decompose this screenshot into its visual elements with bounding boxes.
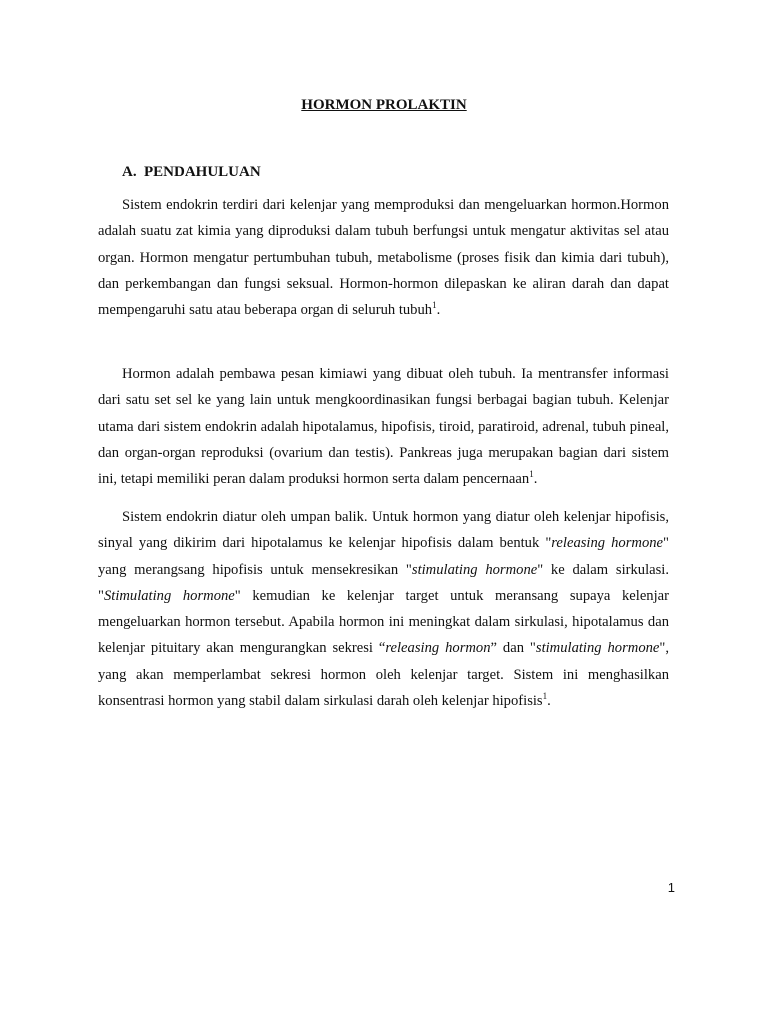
- italic-term: releasing hormon: [385, 640, 491, 657]
- paragraph-3-end: .: [547, 693, 551, 710]
- section-title: PENDAHULUAN: [144, 164, 261, 180]
- footnote-ref: 1: [542, 691, 548, 702]
- section-heading: [122, 164, 261, 181]
- paragraph-3-text: " kemudian ke kelenjar target untuk meransang supaya kelenjar mengeluarkan hormon tersebut. Apabila hormon ini meningkat dalam sirkulasi, hipotalamus dan kelenjar pituitary akan mengurangkan sekresi “: [98, 587, 669, 657]
- paragraph-1-text: Sistem endokrin terdiri dari kelenjar yang memproduksi dan mengeluarkan hormon.Hormon adalah suatu zat kimia yang diproduksi dalam tubuh berfungsi untuk mengatur aktivitas sel atau organ. Hormon mengatur pertumbuhan tubuh, metabolisme (proses fisik dan kimia dari tubuh), dan perkembangan dan fungsi seksual. Hormon-hormon dilepaskan ke aliran darah dan dapat mempengaruhi satu atau beberapa organ di seluruh tubuh: [98, 197, 669, 319]
- paragraph-3-text: " ke dalam sirkulasi. ": [98, 561, 669, 604]
- paragraph-3-text: Sistem endokrin diatur oleh umpan balik. Untuk hormon yang diatur oleh kelenjar hipofisis, sinyal yang dikirim dari hipotalamus ke kelenjar hipofisis dalam bentuk ": [98, 509, 669, 552]
- document-title: HORMON PROLAKTIN: [301, 97, 467, 113]
- footnote-ref: 1: [432, 300, 437, 311]
- paragraph-1: [98, 192, 669, 323]
- italic-term: stimulating hormone: [411, 561, 538, 578]
- italic-term: stimulating hormone: [535, 640, 660, 657]
- section-number: A.: [122, 164, 137, 180]
- paragraph-2-text: Hormon adalah pembawa pesan kimiawi yang dibuat oleh tubuh. Ia mentransfer informasi dari satu set sel ke yang lain untuk mengkoordinasikan fungsi berbagai bagian tubuh. Kelenjar utama dari sistem endokrin adalah hipotalamus, hipofisis, tiroid, paratiroid, adrenal, tubuh pineal, dan organ-organ reproduksi (ovarium dan testis). Pankreas juga merupakan bagian dari sistem ini, tetapi memiliki peran dalam produksi hormon serta dalam pencernaan: [98, 366, 669, 488]
- paragraph-3: [98, 504, 669, 714]
- paragraph-2: [98, 361, 669, 492]
- italic-term: releasing hormone: [551, 535, 664, 552]
- footnote-ref: 1: [529, 469, 534, 480]
- paragraph-2-end: .: [533, 471, 538, 488]
- page-number: 1: [667, 880, 675, 895]
- paragraph-1-end: .: [436, 302, 441, 319]
- paragraph-3-text: ", yang akan memperlambat sekresi hormon oleh kelenjar target. Sistem ini menghasilkan konsentrasi hormon yang stabil dalam sirkulasi darah oleh kelenjar hipofisis: [98, 640, 669, 710]
- paragraph-3-text: ” dan ": [490, 640, 536, 657]
- paragraph-3-text: " yang merangsang hipofisis untuk mensekresikan ": [98, 535, 669, 578]
- italic-term: Stimulating hormone: [103, 587, 235, 604]
